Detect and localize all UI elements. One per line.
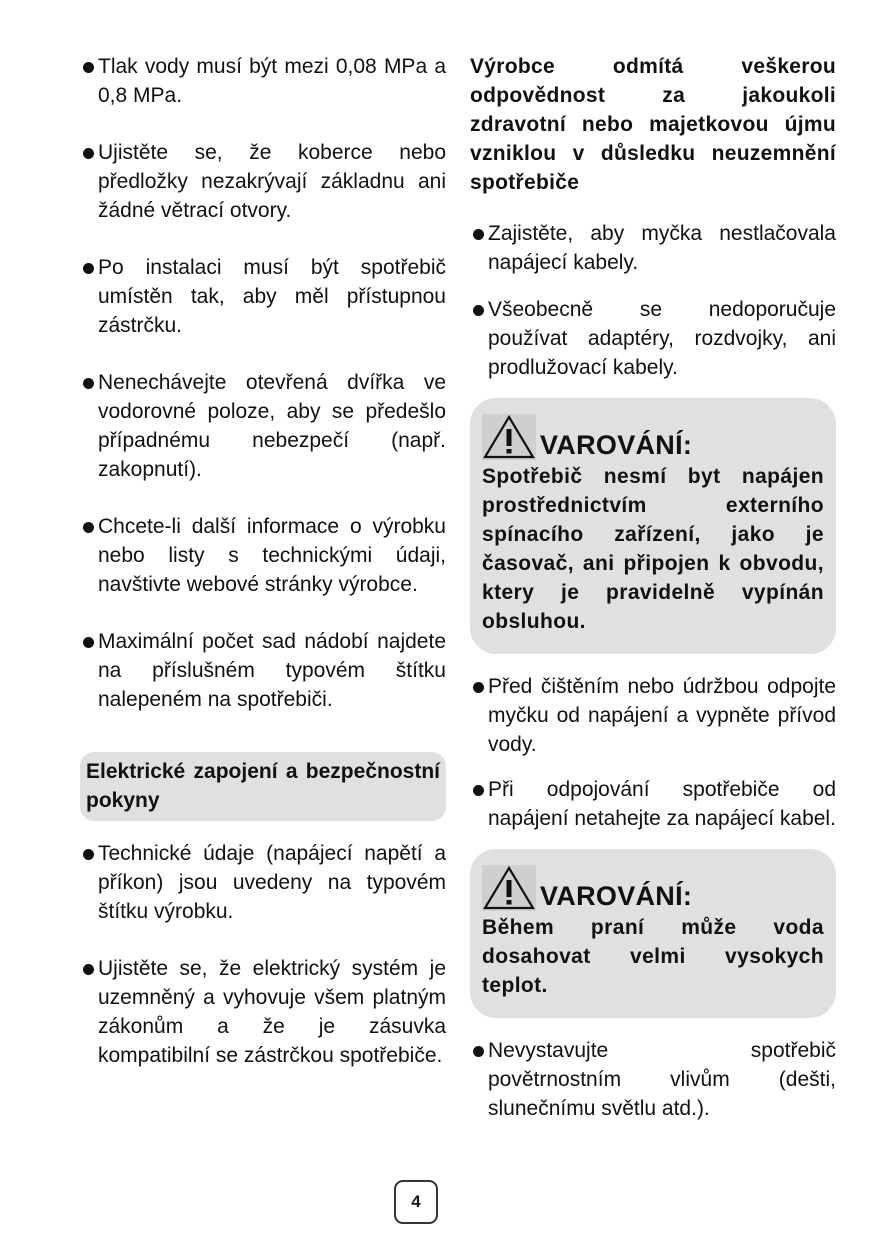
warning-text: Během praní může voda dosahovat velmi vysokych teplot. [482,916,824,997]
warning-header [482,410,824,460]
warning-box [470,398,836,654]
list-item: Chcete-li další informace o výrobku nebo listy s technickými údaji, navštivte webové stránky výrobce. [80,512,446,599]
list-item: Zajistěte, aby myčka nestlačovala napájecí kabely. [470,219,836,277]
list-item: Všeobecně se nedoporučuje používat adaptéry, rozdvojky, ani prodlužovací kabely. [470,295,836,382]
warning-triangle-icon [482,414,536,460]
list-item: Technické údaje (napájecí napětí a příkon) jsou uvedeny na typovém štítku výrobku. [80,839,446,926]
list-item: Tlak vody musí být mezi 0,08 MPa a 0,8 MPa. [80,52,446,110]
page-number: 4 [394,1180,438,1224]
warning-title: VAROVÁNÍ: [540,881,693,911]
list-item: Ujistěte se, že elektrický systém je uzemněný a vyhovuje všem platným zákonům a že je zásuvka kompatibilní se zástrčkou spotřebiče. [80,954,446,1070]
list-item: Před čištěním nebo údržbou odpojte myčku od napájení a vypněte přívod vody. [470,672,836,759]
right-column [470,52,836,1123]
section-heading: Elektrické zapojení a bezpečnostní pokyny [80,752,446,821]
disclaimer-text: Výrobce odmítá veškerou odpovědnost za jakoukoli zdravotní nebo majetkovou újmu vzniklou v důsledku neuzemnění spotřebiče [470,55,836,194]
warning-header [482,861,824,911]
warning-box [470,849,836,1018]
left-column [80,52,446,1070]
warning-title: VAROVÁNÍ: [540,430,693,460]
warning-text: Spotřebič nesmí byt napájen prostřednictvím externího spínacího zařízení, jako je časovač, ani připojen k obvodu, ktery je pravidelně vypínán obsluhou. [482,465,824,633]
warning-triangle-icon [482,865,536,911]
list-item: Nevystavujte spotřebič povětrnostním vlivům (dešti, slunečnímu světlu atd.). [470,1036,836,1123]
list-item: Při odpojování spotřebiče od napájení netahejte za napájecí kabel. [470,775,836,833]
list-item: Po instalaci musí být spotřebič umístěn tak, aby měl přístupnou zástrčku. [80,253,446,340]
list-item: Maximální počet sad nádobí najdete na příslušném typovém štítku nalepeném na spotřebiči. [80,627,446,714]
list-item: Ujistěte se, že koberce nebo předložky nezakrývají základnu ani žádné větrací otvory. [80,138,446,225]
list-item: Nenechávejte otevřená dvířka ve vodorovné poloze, aby se předešlo případnému nebezpečí (např. zakopnutí). [80,368,446,484]
